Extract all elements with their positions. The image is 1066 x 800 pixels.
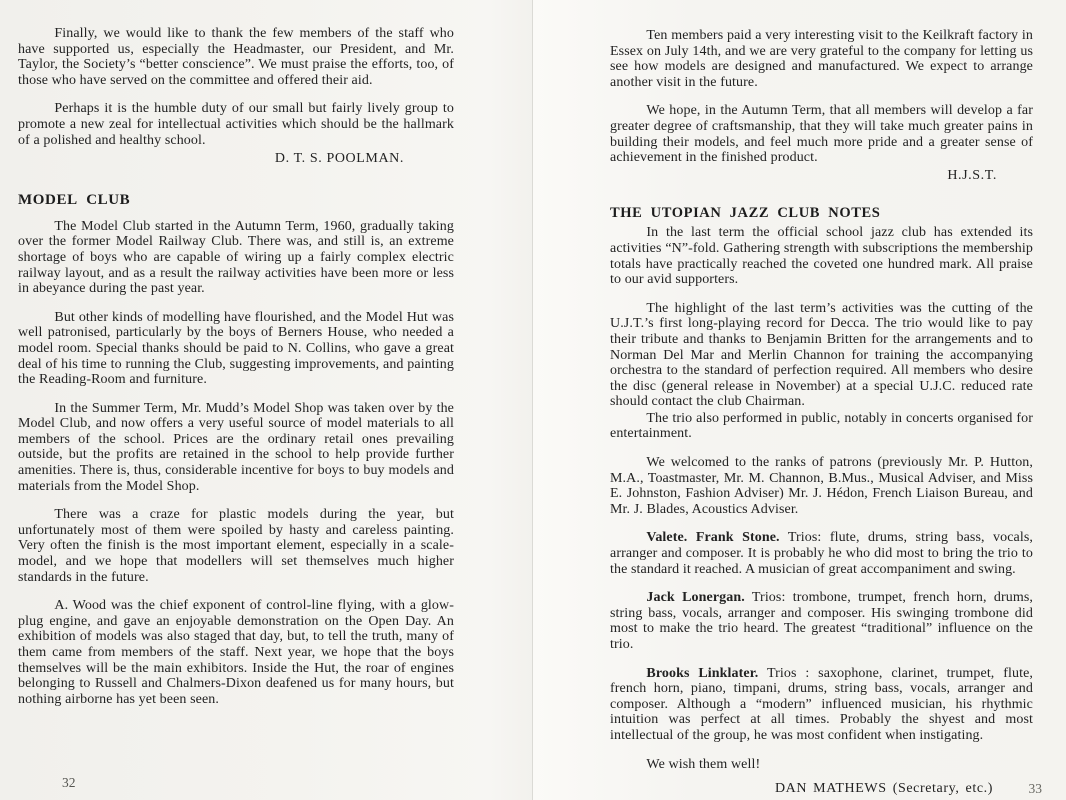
- paragraph: The highlight of the last term’s activities was the cutting of the U.J.T.’s first long-playing record for Decca. The trio would like to pay their tribute and thanks to Benjamin Britten for the arrangements and to Norman Del Mar and Merlin Channon for training the accompanying orchestra to the standard of perfection required. All members who desire the disc (general release in November) at a special U.J.C. reduced rate should contact the club Chairman.: [610, 300, 1033, 410]
- paragraph-brooks-linklater: [610, 666, 1033, 744]
- paragraph: Perhaps it is the humble duty of our small but fairly lively group to promote a new zeal for intellectual activities which should be the hallmark of a polished and healthy school.: [18, 101, 454, 148]
- paragraph: A. Wood was the chief exponent of control-line flying, with a glow-plug engine, and gave an enjoyable demonstration on the Open Day. An exhibition of models was also staged that day, but, to tell the truth, many of them came from members of the staff. Next year, we hope that the boys themselves will be the main exhibitors. Inside the Hut, the roar of engines belonging to Russell and Chalmers-Dixon deafened us for many hours, but nothing airborne has yet been seen.: [18, 598, 454, 707]
- paragraph: In the Summer Term, Mr. Mudd’s Model Shop was taken over by the Model Club, and now offers a very useful source of model materials to all members of the school. Prices are the ordinary retail ones prevailing outside, but the profits are retained in the school to help provide further amenities. There is, thus, considerable incentive for boys to buy models and materials from the Model Shop.: [18, 400, 454, 494]
- paragraph: We welcomed to the ranks of patrons (previously Mr. P. Hutton, M.A., Toastmaster, Mr. M. Channon, B.Mus., Musical Adviser, and Miss E. Johnston, Fashion Adviser) Mr. J. Hédon, French Liaison Bureau, and Mr. J. Blades, Acoustics Adviser.: [610, 455, 1033, 517]
- paragraph: There was a craze for plastic models during the year, but unfortunately most of them were spoiled by hasty and careless painting. Very often the finish is the most important element, especially in a scale-model, and we hope that modellers will set themselves much higher standards in the future.: [18, 507, 454, 585]
- page-right: [533, 0, 1066, 800]
- paragraph: We hope, in the Autumn Term, that all members will develop a far greater degree of craftsmanship, that they will take much greater pains in building their models, and feel much more pride and a greater sense of achievement in the finished product.: [610, 103, 1033, 166]
- paragraph-lead: Jack Lonergan.: [646, 590, 745, 606]
- paragraph-valete-frank-stone: [610, 530, 1033, 577]
- paragraph-body: Trios: flute, drums, string bass, vocals, arranger and composer. It is probably he who did most to bring the trio to the standard it reached. A musician of great accompaniment and swing.: [610, 530, 1033, 577]
- paragraph-lead: Brooks Linklater.: [646, 665, 759, 681]
- paragraph: The trio also performed in public, notably in concerts organised for entertainment.: [610, 410, 1033, 442]
- paragraph: The Model Club started in the Autumn Term, 1960, gradually taking over the former Model Railway Club. There was, and still is, an extreme shortage of boys who are capable of wiring up a fairly complex electric railway layout, and as a result the railway activities have been more or less in abeyance during the past year.: [18, 218, 454, 297]
- section-heading-model-club: MODEL CLUB: [18, 191, 131, 208]
- paragraph-lead: Valete. Frank Stone.: [646, 530, 780, 546]
- closing-line: We wish them well!: [646, 756, 761, 772]
- signature-poolman: D. T. S. POOLMAN.: [274, 151, 404, 167]
- spacer: [18, 209, 454, 219]
- paragraph-body: Trios : saxophone, clarinet, trumpet, flute, french horn, piano, timpani, drums, string bass, vocals, arranger and composer. Although a “modern” influenced musician, his rhythmic intuition was perfect at all times. Probably the shyest and most intellectual of the group, he was most confident when instigating.: [610, 665, 1033, 743]
- paragraph-jack-lonergan: [610, 590, 1033, 652]
- paragraph-body: Trios: trombone, trumpet, french horn, drums, string bass, vocals, arranger and composer. His swinging trombone did most to make the trio heard. The greatest “traditional” influence on the trio.: [610, 590, 1033, 652]
- page-number-right: 33: [1028, 781, 1042, 796]
- page-number-left: 32: [62, 775, 76, 790]
- paragraph: Ten members paid a very interesting visit to the Keilkraft factory in Essex on July 14th, and we are very grateful to the company for letting us see how models are designed and manufactured. We expect to arrange another visit in the future.: [610, 28, 1033, 90]
- signature-hjst: H.J.S.T.: [947, 167, 997, 183]
- paragraph: Finally, we would like to thank the few members of the staff who have supported us, especially the Headmaster, our President, and Mr. Taylor, the Society’s “better conscience”. We must praise the efforts, too, of those who have served on the committee and offered their aid.: [18, 26, 454, 88]
- paragraph: But other kinds of modelling have flourished, and the Model Hut was well patronised, particularly by the boys of Berners House, who needed a model room. Special thanks should be paid to N. Collins, who gave a great deal of his time to running the Club, suggesting improvements, and painting the Reading-Room and furniture.: [18, 309, 454, 388]
- section-heading-jazz-notes: THE UTOPIAN JAZZ CLUB NOTES: [610, 205, 881, 222]
- paragraph: In the last term the official school jazz club has extended its activities “N”-fold. Gathering strength with subscriptions the membership totals have practically reached the coveted one hundred mark. All praise to our avid supporters.: [610, 225, 1033, 288]
- signature-dan-mathews: DAN MATHEWS (Secretary, etc.): [774, 781, 993, 797]
